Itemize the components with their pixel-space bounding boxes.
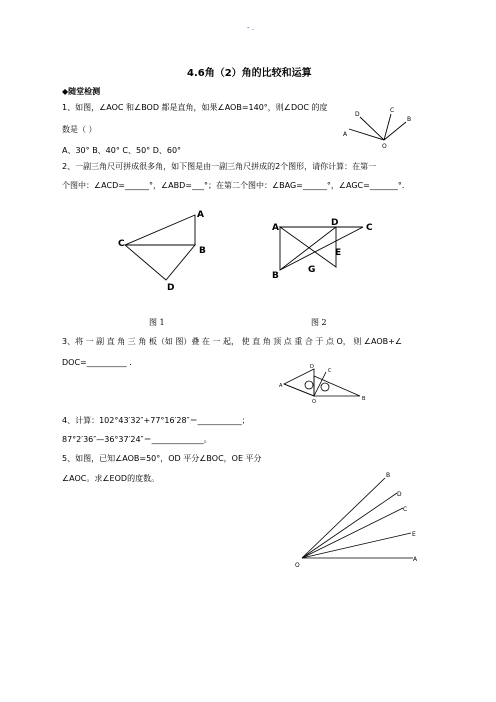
q2-line1: 2、一副三角尺可拼成很多角，如下图是由一副三角尺拼成的2个图形，请你计算：在第一: [62, 162, 377, 171]
header-mark: - .: [247, 24, 254, 32]
q2-fig1-triangle-abc: [125, 215, 195, 245]
q3-label-b: B: [362, 396, 366, 402]
q2-fig1-label-a: A: [197, 210, 204, 220]
q5-label-c: C: [403, 506, 408, 513]
q5-line1: 5、如图，已知∠AOB=50°，OD 平分∠BOC，OE 平分: [62, 454, 262, 463]
q3-label-d: D: [310, 364, 314, 370]
q2-fig2-label-e: E: [335, 248, 342, 258]
q2-fig1-label-b: B: [199, 246, 206, 256]
q1-label-c: C: [390, 107, 395, 114]
q5-figure: [290, 466, 430, 570]
q4-line2: 87°2′36″—36°37′24″＝_____________。: [62, 435, 212, 444]
q5-label-o: O: [295, 562, 300, 569]
q3-hole-left: [305, 381, 313, 389]
q3-triangle-left: [284, 369, 314, 396]
q1-label-b: B: [407, 116, 412, 123]
q2-line2: 个图中：∠ACD=______°，∠ABD=___°；在第二个图中：∠BAG=______°，∠AGC=_______°.: [62, 181, 405, 190]
q1-ray-ob: [384, 122, 406, 140]
q2-fig2-segment-cb: [280, 227, 363, 270]
q3-ray-oa: [284, 384, 314, 396]
q5-line2: ∠AOC。求∠EOD的度数。: [62, 474, 160, 483]
q1-options: A、30° B、40° C、50° D、60°: [62, 146, 182, 155]
q1-line2: 数是（ ）: [62, 125, 97, 134]
q5-label-a: A: [413, 556, 418, 563]
q3-line1: 3、将 一 副 直 角 三 角 板（如 图）叠 在 一 起， 使 直 角 顶 点 重 合 于 点 O， 则 ∠AOB+∠: [62, 337, 403, 346]
q1-label-a: A: [343, 131, 348, 138]
q5-label-d: D: [397, 491, 402, 498]
q2-figure-2: [265, 215, 385, 285]
q3-label-o: O: [312, 399, 316, 405]
q5-ray-od: [302, 493, 397, 558]
q5-ray-oe: [302, 533, 411, 558]
q1-label-o: O: [382, 143, 387, 150]
q1-ray-oc: [384, 114, 391, 140]
q3-figure: [272, 362, 372, 404]
q5-ray-oc: [302, 508, 403, 558]
section-heading: ◆随堂检测: [62, 87, 101, 96]
q3-line2: DOC=__________ .: [62, 358, 132, 367]
q2-fig2-label-g: G: [308, 265, 316, 275]
q2-fig2-label-d: D: [331, 218, 339, 228]
q2-figure-1: [115, 205, 215, 295]
page-title: 4.6角（2）角的比较和运算: [187, 68, 312, 79]
q2-fig2-caption: 图 2: [311, 318, 327, 327]
q5-label-b: B: [386, 472, 391, 479]
q2-fig1-label-d: D: [167, 283, 175, 293]
q1-figure: [340, 104, 420, 152]
q5-ray-ob: [302, 478, 385, 558]
q3-label-a: A: [279, 383, 283, 389]
q3-hole-right: [321, 383, 329, 391]
q2-fig2-label-c: C: [366, 223, 373, 233]
q2-fig1-caption: 图 1: [149, 318, 165, 327]
q2-fig2-label-b: B: [272, 271, 279, 281]
q4-line1: 4、计算：102°43′32″+77°16′28″＝___________；: [62, 416, 250, 425]
q2-fig2-label-a: A: [272, 223, 279, 233]
q1-label-d: D: [355, 111, 360, 118]
q1-line1: 1、如图，∠AOC 和∠BOD 都是直角，如果∠AOB=140°，则∠DOC 的度: [62, 103, 328, 112]
q2-fig1-label-c: C: [118, 239, 125, 249]
q3-label-c: C: [328, 368, 332, 374]
q5-label-e: E: [412, 531, 416, 538]
q3-ray-oc: [314, 372, 326, 396]
q2-fig1-triangle-cbd: [125, 245, 195, 280]
